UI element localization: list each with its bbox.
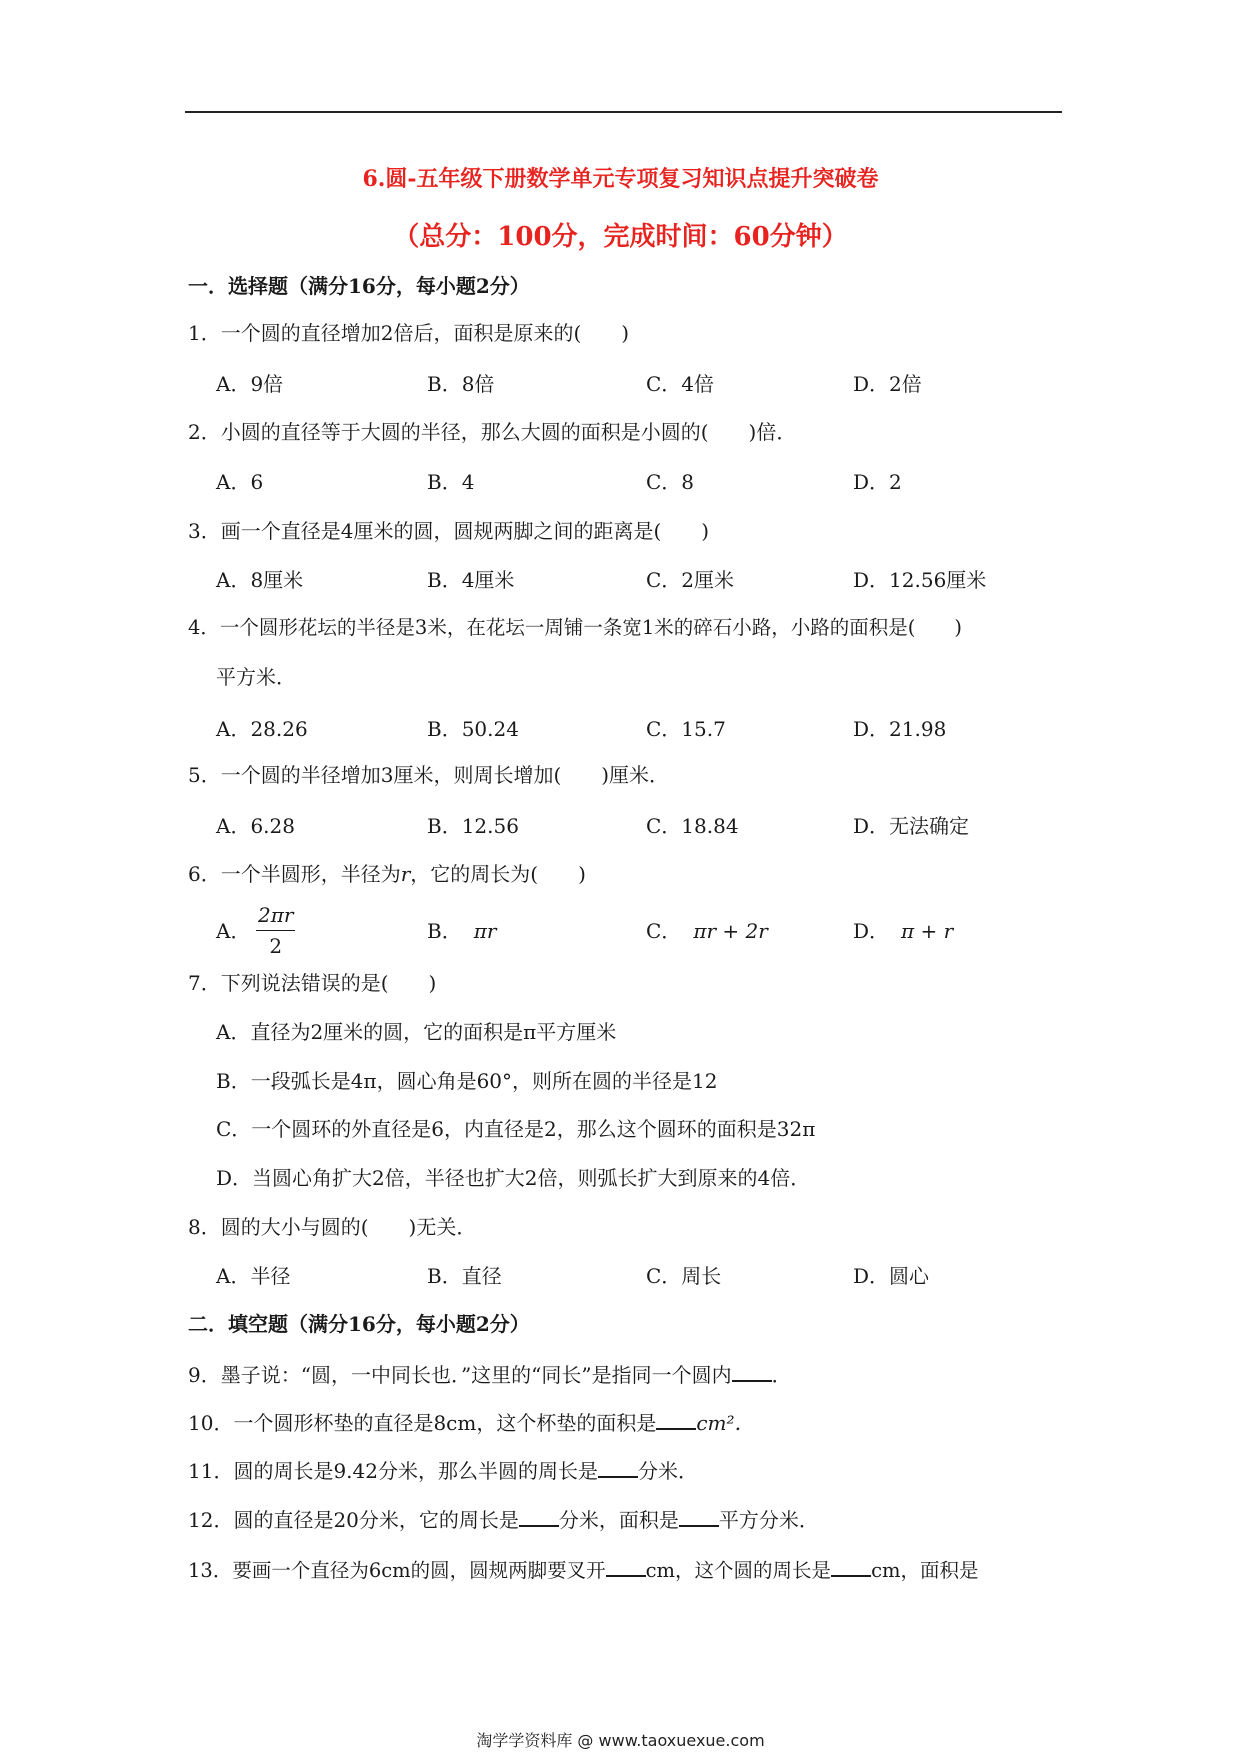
- q8-option-a: A．半径: [216, 1264, 291, 1288]
- q13-text-mid: cm，这个圆的周长是: [645, 1559, 832, 1582]
- q5-option-c: C．18.84: [646, 814, 739, 838]
- q6-option-d: [853, 921, 953, 941]
- q1-option-a: A．9倍: [216, 372, 284, 396]
- q11-blank: [598, 1458, 638, 1478]
- q2-option-d: D．2: [853, 470, 902, 494]
- q4-option-d: D．21.98: [853, 717, 947, 741]
- question-1: 1．一个圆的直径增加2倍后，面积是原来的( ): [188, 321, 630, 345]
- q6-option-c-math: πr + 2r: [693, 919, 768, 943]
- question-10: [188, 1410, 755, 1433]
- q12-text-end: 平方分米．: [718, 1508, 819, 1532]
- q1-option-c: C．4倍: [646, 372, 715, 396]
- question-8: 8．圆的大小与圆的( )无关．: [188, 1215, 477, 1239]
- question-13: [188, 1557, 978, 1581]
- top-rule: [185, 111, 1062, 113]
- q13-text: 13．要画一个直径为6cm的圆，圆规两脚要叉开: [188, 1559, 606, 1582]
- q6-option-b-label: B．: [427, 919, 462, 943]
- q12-blank-1: [519, 1507, 559, 1527]
- question-11: [188, 1458, 698, 1481]
- q5-option-a: A．6.28: [216, 814, 295, 838]
- q3-option-b: B．4厘米: [427, 568, 515, 592]
- question-12: [188, 1507, 819, 1530]
- q12-text: 12．圆的直径是20分米，它的周长是: [188, 1508, 519, 1532]
- page-subtitle: （总分：100分，完成时间：60分钟）: [393, 222, 848, 252]
- q6-option-d-label: D．: [853, 919, 890, 943]
- q10-unit: cm²．: [696, 1411, 755, 1435]
- q2-option-b: B．4: [427, 470, 475, 494]
- q10-text: 10．一个圆形杯垫的直径是8cm，这个杯垫的面积是: [188, 1411, 657, 1435]
- q8-option-b: B．直径: [427, 1264, 502, 1288]
- q9-blank: [732, 1362, 772, 1382]
- q13-text-end: cm，面积是: [871, 1559, 979, 1582]
- q6-variable-r: r: [400, 862, 411, 886]
- q3-option-c: C．2厘米: [646, 568, 735, 592]
- q2-option-c: C．8: [646, 470, 695, 494]
- q4-option-a: A．28.26: [216, 717, 308, 741]
- question-9: [188, 1362, 792, 1385]
- q7-option-c: C．一个圆环的外直径是6，内直径是2，那么这个圆环的面积是32π: [216, 1117, 816, 1141]
- q8-option-d: D．圆心: [853, 1264, 930, 1288]
- question-6: [188, 864, 586, 884]
- section-heading-fill-blank: 二．填空题（满分16分，每小题2分）: [188, 1312, 530, 1336]
- footer-watermark: 淘学学资料库 @ www.taoxuexue.com: [476, 1731, 765, 1750]
- q6-option-b-math: πr: [473, 919, 497, 943]
- q7-option-a: A．直径为2厘米的圆，它的面积是π平方厘米: [216, 1020, 617, 1044]
- question-4-continued: 平方米．: [216, 665, 296, 689]
- question-4: 4．一个圆形花坛的半径是3米，在花坛一周铺一条宽1米的碎石小路，小路的面积是( ): [188, 616, 962, 639]
- q1-option-d: D．2倍: [853, 372, 922, 396]
- q6-text-post: ，它的周长为( ): [410, 862, 586, 886]
- q6-option-d-math: π + r: [901, 919, 954, 943]
- page-title: 6.圆-五年级下册数学单元专项复习知识点提升突破卷: [362, 166, 879, 192]
- question-5: 5．一个圆的半径增加3厘米，则周长增加( )厘米．: [188, 763, 670, 787]
- section-heading-choice: 一．选择题（满分16分，每小题2分）: [188, 274, 530, 298]
- q5-option-b: B．12.56: [427, 814, 519, 838]
- q11-text: 11．圆的周长是9.42分米，那么半圆的周长是: [188, 1459, 598, 1483]
- q13-blank-2: [831, 1557, 871, 1577]
- q10-blank: [656, 1410, 696, 1430]
- question-3: 3．画一个直径是4厘米的圆，圆规两脚之间的距离是( ): [188, 519, 710, 543]
- q3-option-d: D．12.56厘米: [853, 568, 987, 592]
- q12-text-mid: 分米，面积是: [558, 1508, 679, 1532]
- question-7: 7．下列说法错误的是( ): [188, 971, 437, 995]
- q5-option-d: D．无法确定: [853, 814, 970, 838]
- q8-option-c: C．周长: [646, 1264, 722, 1288]
- q13-blank-1: [606, 1557, 646, 1577]
- q11-text-end: 分米．: [637, 1459, 698, 1483]
- q7-option-d: D．当圆心角扩大2倍，半径也扩大2倍，则弧长扩大到原来的4倍．: [216, 1166, 811, 1190]
- q1-option-b: B．8倍: [427, 372, 495, 396]
- q6-fraction-denominator: 2: [269, 934, 283, 958]
- q6-option-c: [646, 921, 768, 941]
- q6-option-a-fraction: [256, 905, 295, 956]
- q12-blank-2: [679, 1507, 719, 1527]
- question-2: 2．小圆的直径等于大圆的半径，那么大圆的面积是小圆的( )倍．: [188, 420, 797, 444]
- q3-option-a: A．8厘米: [216, 568, 304, 592]
- q9-text: 9．墨子说：“圆，一中同长也．”这里的“同长”是指同一个圆内: [188, 1363, 732, 1387]
- q6-option-a-label: A．: [216, 919, 251, 943]
- q7-option-b: B．一段弧长是4π，圆心角是60°，则所在圆的半径是12: [216, 1069, 718, 1093]
- q9-text-end: ．: [771, 1363, 792, 1387]
- q6-fraction-numerator: 2πr: [256, 905, 295, 931]
- q2-option-a: A．6: [216, 470, 264, 494]
- q4-option-c: C．15.7: [646, 717, 726, 741]
- q6-option-c-label: C．: [646, 919, 682, 943]
- q6-option-b: [427, 921, 496, 941]
- q6-text-pre: 6．一个半圆形，半径为: [188, 862, 401, 886]
- q4-option-b: B．50.24: [427, 717, 519, 741]
